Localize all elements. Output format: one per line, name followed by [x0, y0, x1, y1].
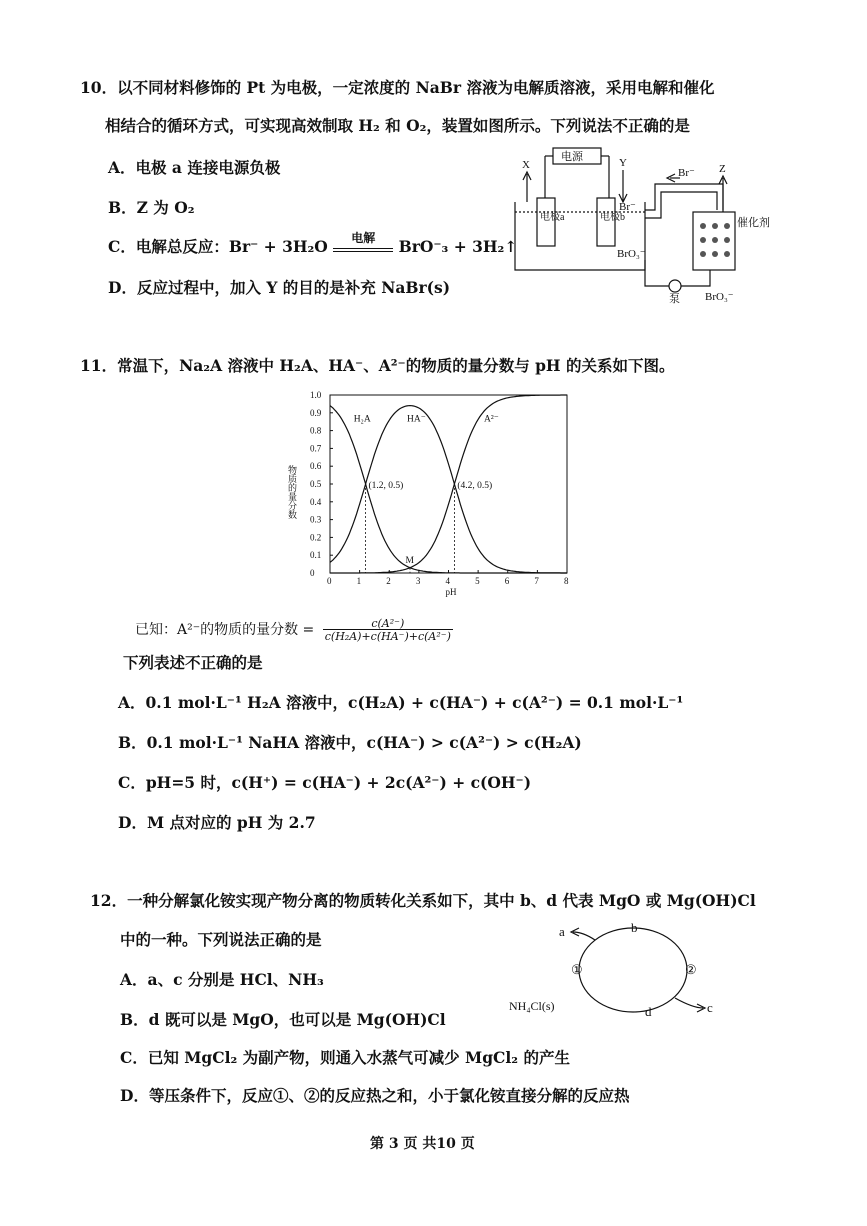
x-tick-label: 2	[386, 576, 391, 586]
electrode-b-label: 电极b	[600, 212, 625, 223]
x-axis-label: pH	[445, 587, 457, 597]
br-label: Br⁻	[619, 201, 636, 213]
q10-option-c-suffix: BrO⁻₃ + 3H₂↑	[398, 237, 518, 256]
bro3-bottom-label: BrO₃⁻	[705, 291, 734, 303]
chart-annotation: (1.2, 0.5)	[368, 481, 404, 491]
x-tick-label: 6	[504, 576, 510, 586]
chart-annotation: M	[405, 555, 414, 566]
x-tick-label: 3	[415, 576, 421, 586]
y-tick-label: 0.4	[310, 496, 322, 507]
q11-option-c: C．pH=5 时，c(H⁺) = c(HA⁻) + 2c(A²⁻) + c(OH⁻)	[118, 773, 532, 792]
nh4cl-label: NH₄Cl(s)	[509, 999, 555, 1013]
q10-option-b: B．Z 为 O₂	[108, 198, 195, 217]
q11-known-formula	[135, 618, 453, 642]
q11-fraction-numerator: c(A²⁻)	[371, 617, 405, 630]
q10-condition-text: 电解	[351, 231, 376, 245]
y-tick-label: 0.1	[310, 550, 322, 561]
q10-stem-line1: 10．以不同材料修饰的 Pt 为电极，一定浓度的 NaBr 溶液为电解质溶液，采用电解和催化	[80, 78, 715, 97]
q10-option-c	[108, 231, 518, 256]
reaction-1-marker: ①	[571, 962, 583, 977]
q11-mole-fraction-chart	[282, 385, 582, 600]
br-arrow-label: Br⁻	[678, 167, 695, 179]
q10-stem-line2: 相结合的循环方式，可实现高效制取 H₂ 和 O₂，装置如图所示。下列说法不正确的是	[105, 116, 690, 135]
series-label: A²⁻	[484, 414, 499, 425]
x-tick-label: 7	[534, 576, 539, 586]
x-tick-label: 0	[327, 576, 332, 586]
q11-fraction	[323, 618, 453, 642]
y-tick-label: 0.5	[310, 479, 322, 489]
y-tick-label: 0.7	[310, 443, 322, 454]
reaction-2-marker: ②	[685, 962, 697, 977]
q10-option-c-prefix: C．电解总反应：Br⁻ + 3H₂O	[108, 237, 328, 256]
catalyst-label: 催化剂	[737, 217, 770, 229]
series-label: HA⁻	[407, 414, 426, 425]
species-b: b	[631, 920, 638, 935]
y-label: Y	[619, 157, 627, 169]
q11-fraction-denominator: c(H₂A)+c(HA⁻)+c(A²⁻)	[324, 630, 451, 643]
x-tick-label: 5	[475, 576, 480, 586]
y-tick-label: 0.3	[310, 514, 322, 525]
electrode-a-label: 电极a	[540, 212, 565, 223]
power-source-label: 电源	[561, 151, 583, 163]
y-axis-label: 物质的量分数	[287, 465, 297, 519]
species-d: d	[645, 1004, 652, 1019]
q11-option-b: B．0.1 mol·L⁻¹ NaHA 溶液中，c(HA⁻) > c(A²⁻) > c(H₂A)	[118, 733, 582, 752]
x-tick-label: 4	[445, 576, 450, 586]
x-tick-label: 1	[356, 576, 362, 586]
y-tick-label: 0	[310, 568, 315, 578]
q10-option-a: A．电极 a 连接电源负极	[108, 158, 281, 177]
species-c: c	[707, 1000, 713, 1015]
q12-option-c: C．已知 MgCl₂ 为副产物，则通入水蒸气可减少 MgCl₂ 的产生	[120, 1048, 570, 1067]
x-tick-label: 8	[564, 576, 569, 586]
series-label: H₂A	[353, 414, 371, 425]
q11-stem: 11．常温下，Na₂A 溶液中 H₂A、HA⁻、A²⁻的物质的量分数与 pH 的关系如下图。	[80, 356, 675, 375]
q10-electrolysis-apparatus-diagram	[505, 140, 775, 310]
q12-option-a: A．a、c 分别是 HCl、NH₃	[120, 970, 324, 989]
chart-annotation: (4.2, 0.5)	[457, 481, 493, 491]
q11-known-prefix: 已知：A²⁻的物质的量分数 =	[135, 622, 315, 638]
q12-option-b: B．d 既可以是 MgO，也可以是 Mg(OH)Cl	[120, 1010, 446, 1029]
bro3-label: BrO₃⁻	[617, 248, 646, 260]
x-label: X	[522, 159, 530, 171]
q11-option-d: D．M 点对应的 pH 为 2.7	[118, 813, 316, 832]
page-footer: 第 3 页 共10 页	[370, 1136, 475, 1152]
q12-cycle-diagram	[505, 912, 745, 1022]
q10-option-d: D．反应过程中，加入 Y 的目的是补充 NaBr(s)	[108, 278, 451, 297]
q12-stem-line2: 中的一种。下列说法正确的是	[120, 930, 322, 949]
q10-reaction-condition	[333, 231, 393, 252]
y-tick-label: 0.8	[310, 425, 322, 436]
q12-option-d: D．等压条件下，反应①、②的反应热之和，小于氯化铵直接分解的反应热	[120, 1086, 630, 1105]
pump-label: 泵	[669, 293, 680, 305]
q11-ask: 下列表述不正确的是	[123, 653, 263, 672]
z-label: Z	[719, 163, 726, 175]
y-tick-label: 0.9	[310, 407, 322, 418]
y-tick-label: 0.2	[310, 532, 322, 543]
y-tick-label: 1.0	[310, 390, 322, 400]
species-a: a	[559, 924, 565, 939]
q11-option-a: A．0.1 mol·L⁻¹ H₂A 溶液中，c(H₂A) + c(HA⁻) + c(A²⁻) = 0.1 mol·L⁻¹	[118, 693, 684, 712]
y-tick-label: 0.6	[310, 461, 322, 472]
q12-stem-line1: 12．一种分解氯化铵实现产物分离的物质转化关系如下，其中 b、d 代表 MgO 或 Mg(OH)Cl	[90, 891, 756, 910]
